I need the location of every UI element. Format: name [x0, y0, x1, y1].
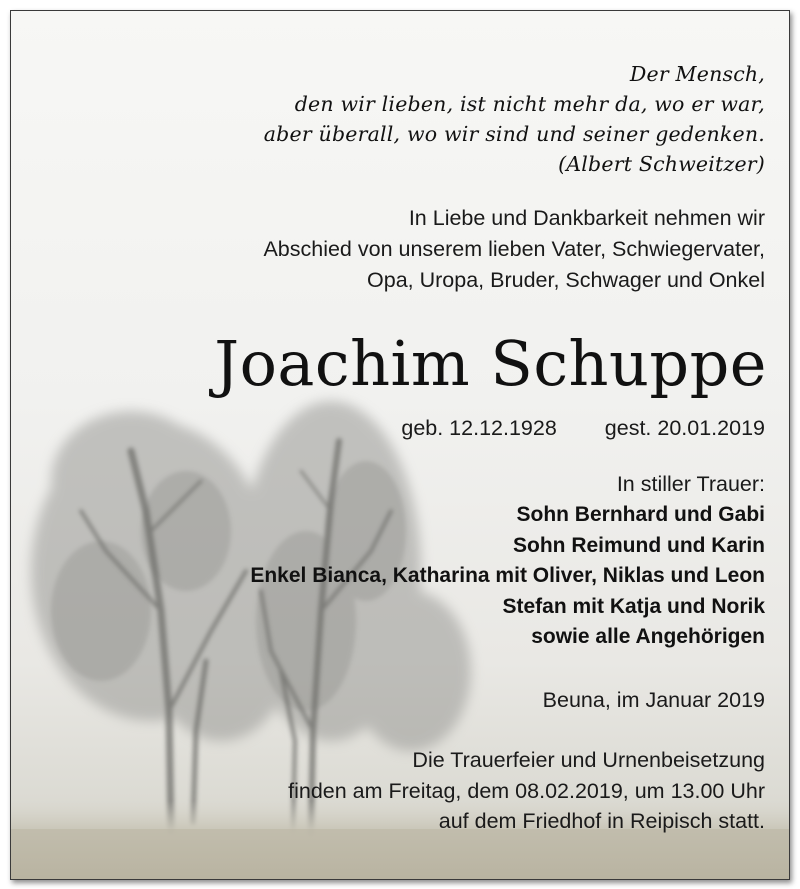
quote-line: Der Mensch,	[629, 62, 765, 86]
quote-line: aber überall, wo wir sind und seiner gedenken.	[263, 122, 765, 146]
mourner-line: Stefan mit Katja und Norik	[502, 594, 765, 618]
intro-line: In Liebe und Dankbarkeit nehmen wir	[408, 206, 765, 230]
birth-date: geb. 12.12.1928	[401, 416, 557, 440]
obituary-card	[10, 10, 790, 880]
intro-text	[263, 203, 765, 296]
quote-line: den wir lieben, ist nicht mehr da, wo er war,	[294, 92, 765, 116]
mourner-line: Sohn Reimund und Karin	[513, 533, 765, 557]
death-date: gest. 20.01.2019	[604, 416, 765, 440]
funeral-line: Die Trauerfeier und Urnenbeisetzung	[412, 748, 765, 772]
mourner-line: Enkel Bianca, Katharina mit Oliver, Niklas und Leon	[250, 564, 765, 587]
mourning-label: In stiller Trauer:	[616, 472, 765, 496]
deceased-name: Joachim Schuppe	[214, 327, 767, 400]
funeral-line: finden am Freitag, dem 08.02.2019, um 13.00 Uhr	[288, 778, 765, 803]
mourners-list	[250, 500, 765, 653]
mourner-line: sowie alle Angehörigen	[531, 625, 765, 648]
quote-author: (Albert Schweitzer)	[558, 152, 765, 176]
mourner-line: Sohn Bernhard und Gabi	[516, 503, 765, 526]
intro-line: Opa, Uropa, Bruder, Schwager und Onkel	[367, 268, 765, 292]
memorial-quote	[264, 59, 765, 179]
life-dates	[401, 413, 765, 443]
funeral-line: auf dem Friedhof in Reipisch statt.	[438, 809, 765, 833]
place-and-date: Beuna, im Januar 2019	[542, 688, 765, 712]
intro-line: Abschied von unserem lieben Vater, Schwiegervater,	[263, 237, 765, 261]
funeral-notice	[288, 745, 765, 837]
